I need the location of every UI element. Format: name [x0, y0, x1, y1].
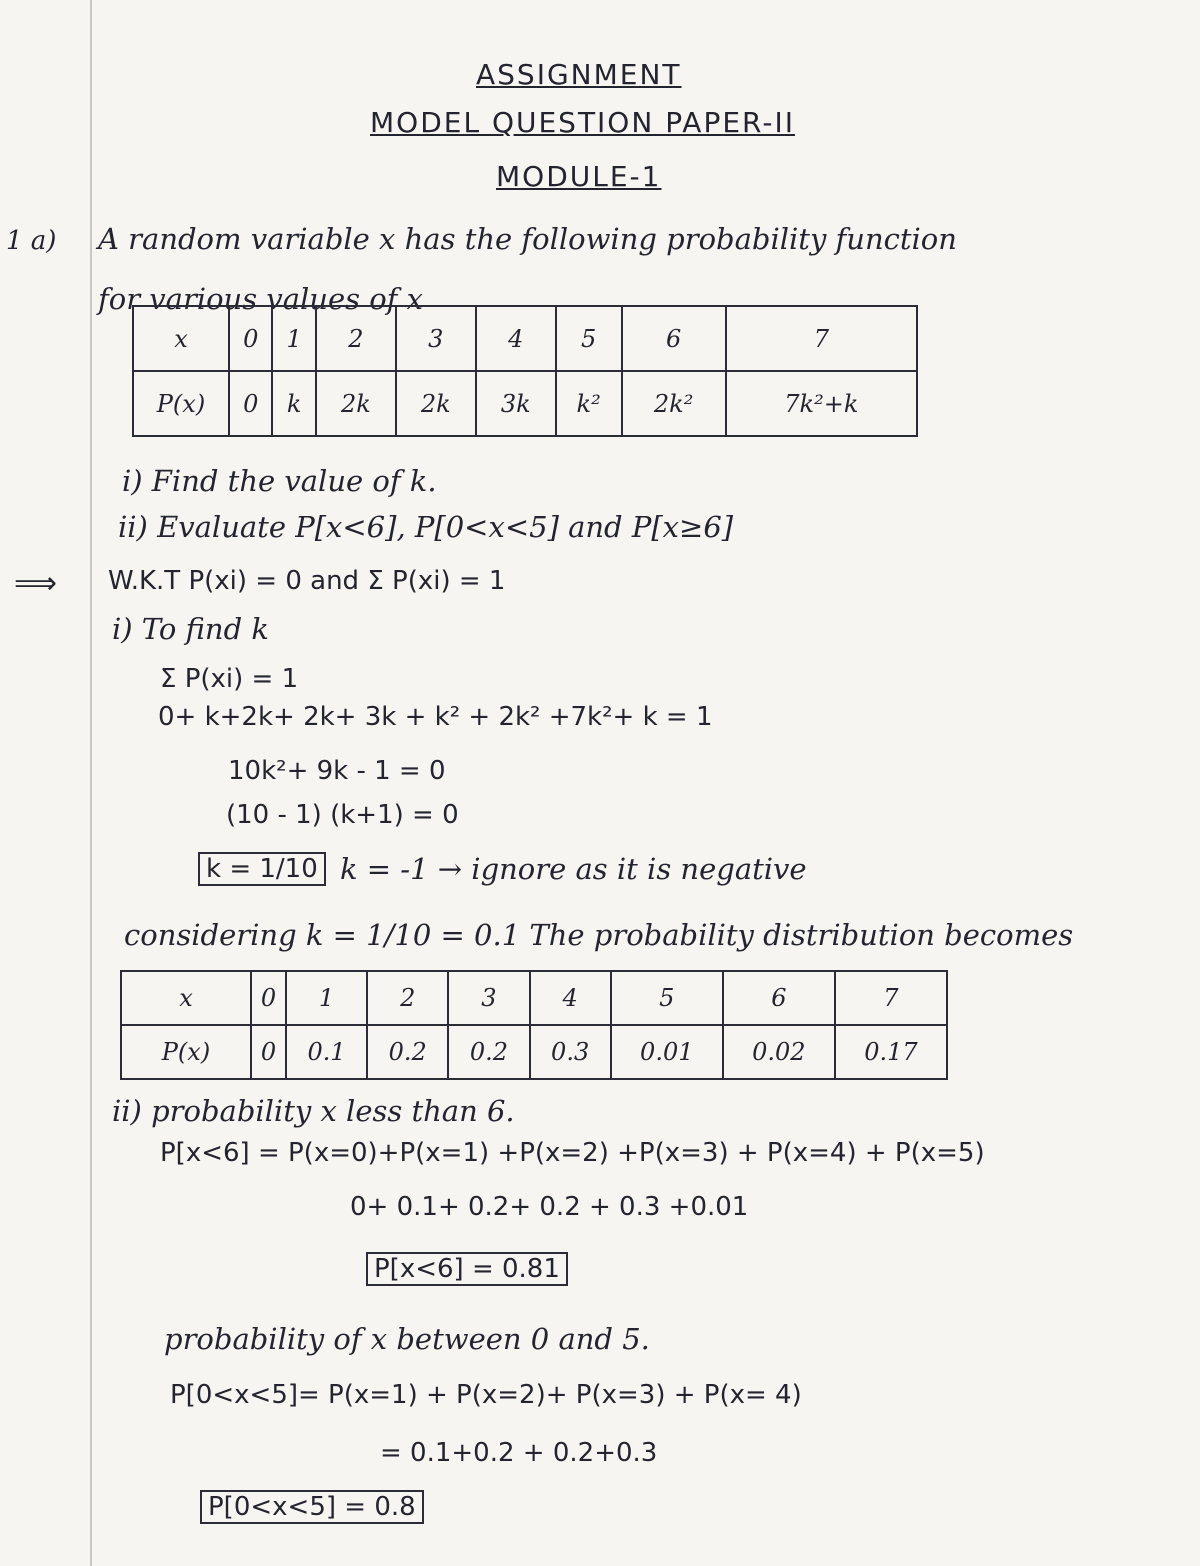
factor-equation: (10 - 1) (k+1) = 0 [226, 800, 459, 830]
p-between-values: = 0.1+0.2 + 0.2+0.3 [380, 1438, 658, 1468]
table-header-p: P(x) [133, 371, 229, 436]
table-cell: 3 [396, 306, 476, 371]
paper-subtitle: MODEL QUESTION PAPER-II [370, 106, 795, 139]
wkt-line: W.K.T P(xi) = 0 and Σ P(xi) = 1 [108, 566, 506, 596]
table-cell: 2 [367, 971, 448, 1025]
table-header-p: P(x) [121, 1025, 251, 1079]
table-cell: 4 [476, 306, 556, 371]
table-cell: 0 [229, 371, 272, 436]
task-ii: ii) Evaluate P[x<6], P[0<x<5] and P[x≥6] [118, 510, 734, 544]
table-cell: k [272, 371, 315, 436]
table-cell: 0 [251, 971, 286, 1025]
table-cell: 0.1 [286, 1025, 367, 1079]
table-cell: 0.01 [611, 1025, 723, 1079]
table-cell: 2k² [622, 371, 726, 436]
considering-line: considering k = 1/10 = 0.1 The probability distribution becomes [124, 918, 1074, 952]
p-less-6-values: 0+ 0.1+ 0.2+ 0.2 + 0.3 +0.01 [350, 1192, 749, 1222]
module-heading: MODULE-1 [496, 160, 662, 193]
quadratic-equation: 10k²+ 9k - 1 = 0 [228, 756, 446, 786]
table-cell: 0.17 [835, 1025, 947, 1079]
table-cell: 2k [316, 371, 396, 436]
table-cell: k² [556, 371, 622, 436]
question-line-1: A random variable x has the following probability function [98, 222, 957, 256]
table-cell: 6 [622, 306, 726, 371]
table-cell: 7 [726, 306, 917, 371]
table-cell: 3 [448, 971, 529, 1025]
table-row-x [121, 971, 947, 1025]
k-negative-note: k = -1 → ignore as it is negative [340, 852, 807, 886]
find-k-heading: i) To find k [112, 612, 269, 646]
table-header-x: x [133, 306, 229, 371]
table-row-x [133, 306, 917, 371]
part-ii-heading: ii) probability x less than 6. [112, 1094, 515, 1128]
task-i: i) Find the value of k. [122, 464, 437, 498]
table-row-p [133, 371, 917, 436]
table-cell: 5 [611, 971, 723, 1025]
table-cell: 1 [272, 306, 315, 371]
question-number: 1 a) [6, 226, 57, 256]
between-heading: probability of x between 0 and 5. [164, 1322, 650, 1356]
p-less-6-equation: P[x<6] = P(x=0)+P(x=1) +P(x=2) +P(x=3) + P(x=4) + P(x=5) [160, 1138, 985, 1168]
table-cell: 2 [316, 306, 396, 371]
p-between-result: P[0<x<5] = 0.8 [200, 1490, 424, 1524]
table-cell: 3k [476, 371, 556, 436]
assignment-title: ASSIGNMENT [476, 58, 682, 91]
p-less-6-result: P[x<6] = 0.81 [366, 1252, 568, 1286]
table-cell: 1 [286, 971, 367, 1025]
margin-rule [90, 0, 92, 1566]
table-cell: 0.2 [448, 1025, 529, 1079]
probability-table-1 [132, 305, 918, 437]
table-cell: 7 [835, 971, 947, 1025]
table-cell: 0.2 [367, 1025, 448, 1079]
table-row-p [121, 1025, 947, 1079]
table-cell: 4 [530, 971, 611, 1025]
implies-arrow-icon: ⟹ [14, 566, 58, 601]
table-cell: 0 [229, 306, 272, 371]
table-cell: 7k²+k [726, 371, 917, 436]
sum-equation: Σ P(xi) = 1 [160, 664, 299, 694]
expanded-equation: 0+ k+2k+ 2k+ 3k + k² + 2k² +7k²+ k = 1 [158, 702, 713, 732]
table-cell: 0 [251, 1025, 286, 1079]
table-cell: 6 [723, 971, 835, 1025]
table-cell: 2k [396, 371, 476, 436]
table-cell: 0.02 [723, 1025, 835, 1079]
table-cell: 5 [556, 306, 622, 371]
table-header-x: x [121, 971, 251, 1025]
table-cell: 0.3 [530, 1025, 611, 1079]
k-value-boxed: k = 1/10 [198, 852, 326, 886]
probability-table-2 [120, 970, 948, 1080]
p-between-equation: P[0<x<5]= P(x=1) + P(x=2)+ P(x=3) + P(x= 4) [170, 1380, 802, 1410]
question-line-2: for various values of x [98, 282, 423, 316]
